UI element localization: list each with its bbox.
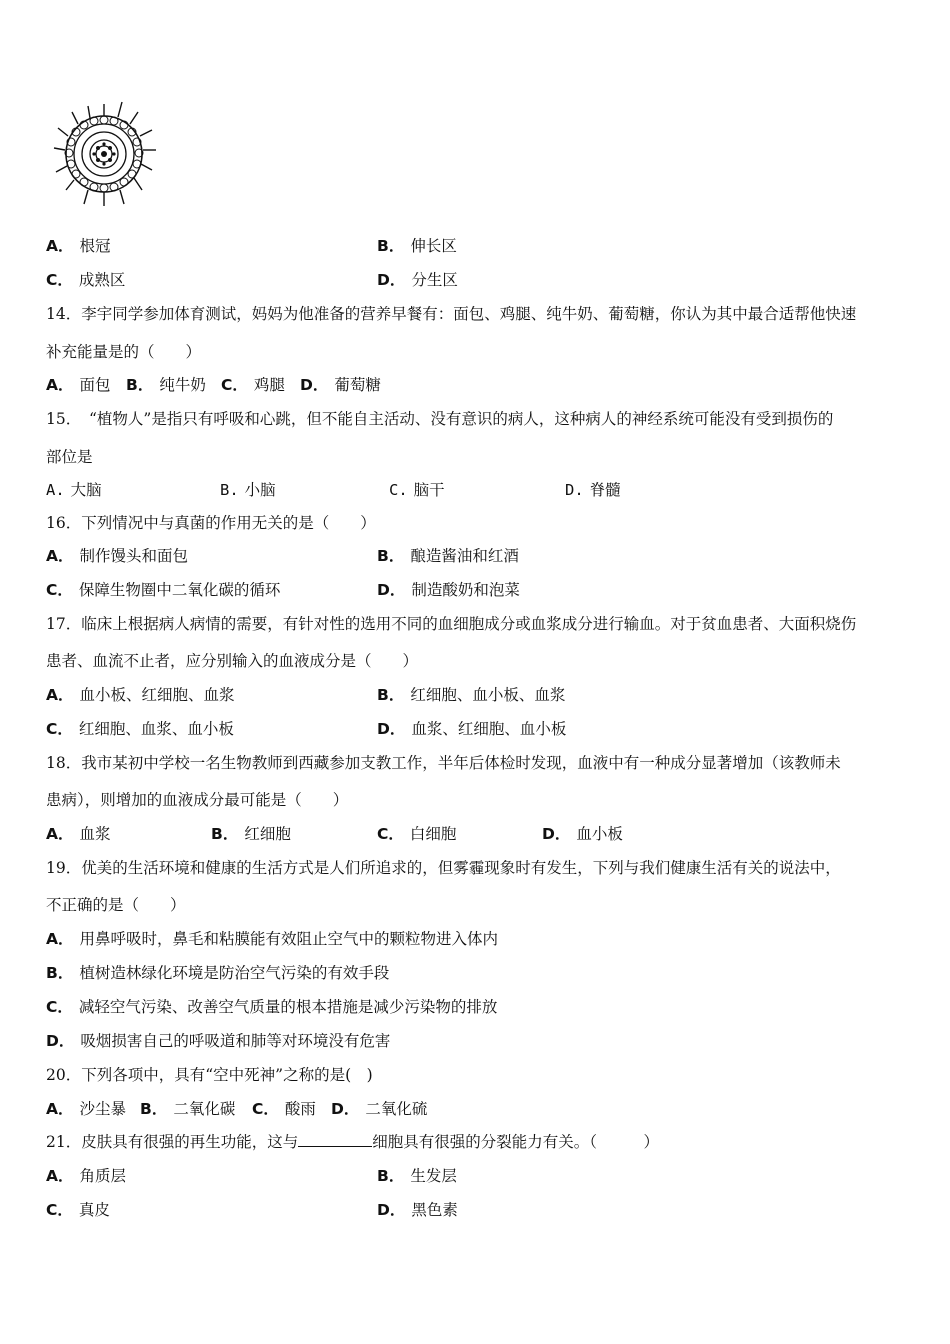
q13-option-b[interactable]: B． 伸长区 xyxy=(377,237,457,255)
q16-option-c[interactable]: C． 保障生物圈中二氧化碳的循环 xyxy=(46,581,281,599)
q18-option-a[interactable]: A． 血浆 xyxy=(46,825,111,843)
q21-option-d[interactable]: D． 黑色素 xyxy=(377,1201,458,1219)
q18-stem-line1: 18．我市某初中学校一名生物教师到西藏参加支教工作，半年后体检时发现，血液中有一种成分显著增加（该教师未 xyxy=(46,754,841,772)
q19-option-b[interactable]: B． 植树造林绿化环境是防治空气污染的有效手段 xyxy=(46,964,390,982)
q16-option-b[interactable]: B． 酿造酱油和红酒 xyxy=(377,547,519,565)
root-cross-section-figure xyxy=(52,98,178,210)
q16-option-d[interactable]: D． 制造酸奶和泡菜 xyxy=(377,581,520,599)
q14-option-a[interactable]: A． 面包 xyxy=(46,376,111,394)
q21-option-a[interactable]: A． 角质层 xyxy=(46,1167,127,1185)
q13-option-c[interactable]: C． 成熟区 xyxy=(46,271,126,289)
q20-stem-line1: 20．下列各项中，具有“空中死神”之称的是( ) xyxy=(46,1066,373,1084)
q13-option-a[interactable]: A． 根冠 xyxy=(46,237,111,255)
q17-option-c[interactable]: C． 红细胞、血浆、血小板 xyxy=(46,720,234,738)
q20-option-b[interactable]: B． 二氧化碳 xyxy=(140,1100,236,1118)
root-cross-section-icon xyxy=(54,102,156,206)
q20-option-d[interactable]: D． 二氧化硫 xyxy=(331,1100,428,1118)
q17-stem-line1: 17．临床上根据病人病情的需要，有针对性的选用不同的血细胞成分或血浆成分进行输血。对于贫血患者、大面积烧伤 xyxy=(46,615,857,633)
q15-option-a[interactable]: A. 大脑 xyxy=(46,481,102,499)
q20-option-c[interactable]: C． 酸雨 xyxy=(252,1100,316,1118)
q21-option-c[interactable]: C． 真皮 xyxy=(46,1201,110,1219)
q13-option-d[interactable]: D． 分生区 xyxy=(377,271,458,289)
q15-option-b[interactable]: B. 小脑 xyxy=(220,481,276,499)
q14-option-c[interactable]: C． 鸡腿 xyxy=(221,376,285,394)
q15-option-d[interactable]: D. 脊髓 xyxy=(565,481,621,499)
q16-stem-line1: 16．下列情况中与真菌的作用无关的是（ ） xyxy=(46,514,376,532)
q19-option-a[interactable]: A． 用鼻呼吸时，鼻毛和粘膜能有效阻止空气中的颗粒物进入体内 xyxy=(46,930,499,948)
q17-option-b[interactable]: B． 红细胞、血小板、血浆 xyxy=(377,686,566,704)
q14-option-b[interactable]: B． 纯牛奶 xyxy=(126,376,206,394)
q14-option-d[interactable]: D． 葡萄糖 xyxy=(300,376,381,394)
q17-stem-line2: 患者、血流不止者，应分别输入的血液成分是（ ） xyxy=(46,652,419,670)
q14-stem-line2: 补充能量是的（ ） xyxy=(46,343,202,361)
q20-option-a[interactable]: A． 沙尘暴 xyxy=(46,1100,127,1118)
q18-option-b[interactable]: B． 红细胞 xyxy=(211,825,291,843)
q16-option-a[interactable]: A． 制作馒头和面包 xyxy=(46,547,189,565)
q15-stem-line1: 15． “植物人”是指只有呼吸和心跳，但不能自主活动、没有意识的病人，这种病人的神经系统可能没有受到损伤的 xyxy=(46,410,834,428)
q18-option-c[interactable]: C． 白细胞 xyxy=(377,825,457,843)
q19-stem-line2: 不正确的是（ ） xyxy=(46,896,186,914)
q19-option-d[interactable]: D． 吸烟损害自己的呼吸道和肺等对环境没有危害 xyxy=(46,1032,391,1050)
q14-stem-line1: 14．李宇同学参加体育测试，妈妈为他准备的营养早餐有：面包、鸡腿、纯牛奶、葡萄糖，你认为其中最合适帮他快速 xyxy=(46,305,857,323)
q18-stem-line2: 患病），则增加的血液成分最可能是（ ） xyxy=(46,791,349,809)
q15-option-c[interactable]: C. 脑干 xyxy=(389,481,445,499)
q21-option-b[interactable]: B． 生发层 xyxy=(377,1167,457,1185)
q19-stem-line1: 19．优美的生活环境和健康的生活方式是人们所追求的，但雾霾现象时有发生，下列与我们健康生活有关的说法中， xyxy=(46,859,841,877)
q18-option-d[interactable]: D． 血小板 xyxy=(542,825,623,843)
q19-option-c[interactable]: C． 减轻空气污染、改善空气质量的根本措施是减少污染物的排放 xyxy=(46,998,498,1016)
q21-stem-line1: 21．皮肤具有很强的再生功能，这与 细胞具有很强的分裂能力有关。（ ） xyxy=(46,1133,659,1151)
q15-stem-line2: 部位是 xyxy=(46,448,93,466)
q17-option-a[interactable]: A． 血小板、红细胞、血浆 xyxy=(46,686,235,704)
answer-blank[interactable] xyxy=(298,1132,372,1147)
q17-option-d[interactable]: D． 血浆、红细胞、血小板 xyxy=(377,720,567,738)
